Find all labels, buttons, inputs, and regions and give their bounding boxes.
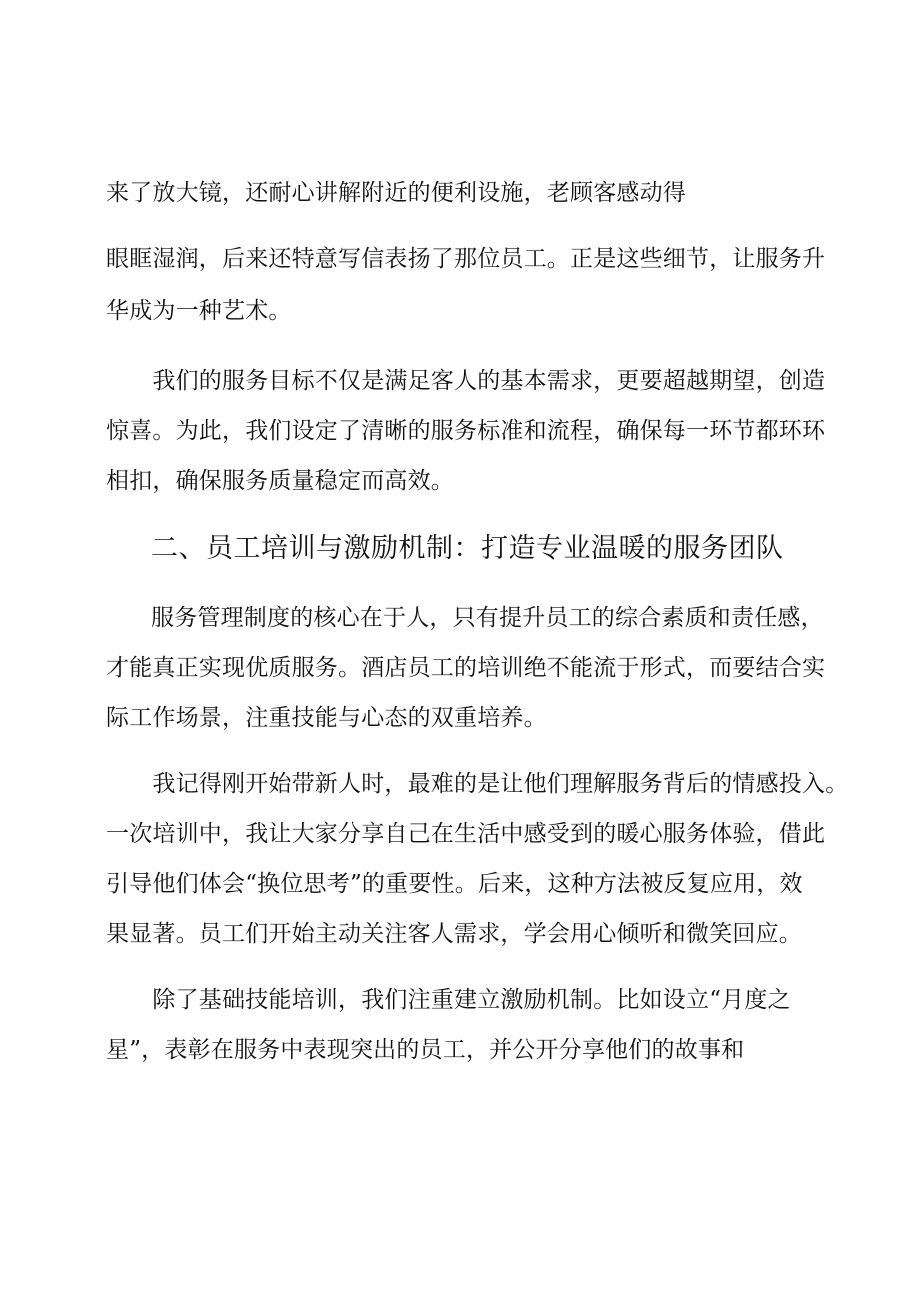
text-line: 果显著。员工们开始主动关注客人需求，学会用心倾听和微笑回应。	[106, 921, 802, 947]
text-line: 惊喜。为此，我们设定了清晰的服务标准和流程，确保每一环节都环环	[106, 418, 826, 444]
text-line: 引导他们体会“换位思考”的重要性。后来，这种方法被反复应用，效	[106, 871, 803, 897]
text-line: 来了放大镜，还耐心讲解附近的便利设施，老顾客感动得	[106, 180, 686, 206]
text-line: 眼眶湿润，后来还特意写信表扬了那位员工。正是这些细节，让服务升	[106, 246, 826, 272]
text-line: 我们的服务目标不仅是满足客人的基本需求，更要超越期望，创造	[106, 368, 826, 394]
text-line: 才能真正实现优质服务。酒店员工的培训绝不能流于形式，而要结合实	[106, 655, 826, 681]
text-line: 我记得刚开始带新人时，最难的是让他们理解服务背后的情感投入。	[106, 771, 849, 797]
text-line: 一次培训中，我让大家分享自己在生活中感受到的暖心服务体验，借此	[106, 821, 826, 847]
section-heading: 二、员工培训与激励机制：打造专业温暖的服务团队	[151, 533, 784, 564]
text-line: 星”，表彰在服务中表现突出的员工，并公开分享他们的故事和	[106, 1037, 745, 1063]
text-line: 服务管理制度的核心在于人，只有提升员工的综合素质和责任感，	[151, 605, 824, 631]
text-line: 华成为一种艺术。	[106, 298, 292, 324]
text-line: 际工作场景，注重技能与心态的双重培养。	[106, 705, 547, 731]
text-line: 除了基础技能培训，我们注重建立激励机制。比如设立“月度之	[106, 987, 791, 1013]
text-line: 相扣，确保服务质量稳定而高效。	[106, 468, 454, 494]
